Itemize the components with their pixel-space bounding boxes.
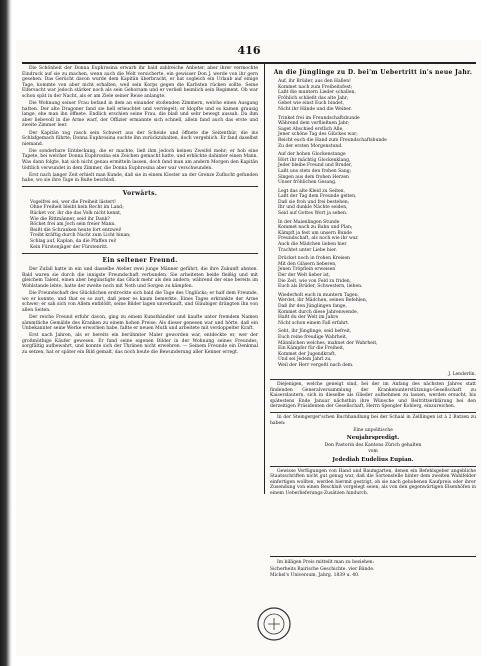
poem-line: Die Zeit, wie von Feld zu friden, (278, 278, 352, 284)
poem-line: Auf, ihr Brüder, aus den Hallen! (278, 79, 351, 84)
freund-paragraph: Die Freundschaft des Glücklichen erstreckte sich bald die Tage des Unglücks; er half dem Freunde, wo er konnte, und that es so zart, daß jener es kaum bemerkte. Eines Tages erkrankte der Arme schwer; er sah sich von Allem entblößt, seine Bilder lagen unverkauft, und Gläubiger drängten ihn von allen Seiten. (22, 291, 258, 313)
motto-line: Schlag auf, Kaplan, da die Pfaffen rei! (30, 239, 117, 245)
poem-line: Jener schöne Tag des Glückes war; (278, 132, 358, 138)
poem-line: Trinket frei im Freundschaftsbunde (278, 115, 360, 121)
poem-line: Drücket noch in frohen Kreisen (278, 256, 350, 262)
poem-line: Kommet nach zum Freiheitsfest; (278, 84, 353, 90)
poem-line: Weil der Herr vergeßt nach dem. (278, 362, 354, 368)
poem-stanza (278, 79, 476, 113)
poem-stanzas (270, 79, 476, 369)
bottom-rule (270, 556, 476, 557)
poem-line: Laßt der Tag dem Freunde gelten, (278, 194, 357, 200)
ad-author: Jedediah Eudelius Eupian. (332, 456, 414, 463)
poem-line: Nicht schon einem Fall erfahrt. (278, 320, 350, 326)
motto-line: Wie die Rittmänner, seid ihr Dank? (30, 216, 110, 222)
library-stamp-icon (256, 606, 292, 642)
motto-line: Kein Fürstenjäger der Fürstenritt. (30, 244, 109, 250)
poem-line: Jenen Tröpflein erweisen (278, 267, 336, 273)
poem-line: Der der Welt lieber ist, (278, 273, 331, 278)
poem-line: Ein Kämpfer für die Freiheit, (278, 346, 345, 352)
ad-title-line: vom (368, 448, 378, 454)
ad-title-line: Den Pastorin des Kantons Zürich gehalten (324, 443, 422, 449)
poem-line: Kommet der Jugendkraft, (278, 351, 337, 357)
left-column (22, 66, 258, 666)
poem-line: Wiederholt euch in muntern Tagen, (278, 292, 360, 298)
poem-line: Fröhlich schließt das alte Jahr; (278, 95, 349, 101)
poem-stanza (278, 116, 476, 150)
article-paragraph: Erst nach langer Zeit erhielt man Kunde, daß sie in einem Kloster an der Grenze Zuflucht gefunden habe, wo sie ihre Tage in Buße beschloß. (22, 172, 258, 184)
poem-line: Singen aus dem frohen Herzen (278, 174, 349, 180)
notice-paragraph: Diejenigen, welche geneigt sind, bei der im Anfang des nächsten Jahres statt findenden Generalversammlung der Krankenunterstützungs-Gesellschaft zu Kaiserslautern, sich in dieselbe als Glieder aufnehmen zu lassen, werden ersucht, bis spätestens Ende Januar nächsthin ihre Wünsche und Beitrittserklärung bei den derzeitigen Präsidenten der Gesellschaft, Herrn Spengler Kohlerg, einzureichen. (270, 382, 476, 410)
poem-line: Trachtet unter Liebe hier. (278, 247, 337, 253)
section-rule (270, 412, 476, 413)
poem-line: Ihr und dunkle Nächte seiden, (278, 205, 348, 211)
right-column (270, 66, 476, 498)
motto-line: Vogelfrei sei, wer die Freiheit lästert! (30, 199, 116, 205)
ad-paragraph: Gewisse Verfügungen von Hand und Baumgarten, denen ein Befehlsgeber angebliche Staatsschriften nicht gut genug war, daß die Sortenstelle hinter dem zweiten Wahlfelder einfertigen wollten, werden hiermit gestrigt, ob sie nach gehobenen Kaufpreis oder ihrer Zusendung von einen Beschluß vorgelegt seien, als von den gegenwärtigen Elsenhöfen in einem Ueberlieferungs-Zusätzen hindurch. (270, 468, 476, 496)
poem-line: Laßt uns stets den frohen Sang; (278, 168, 352, 174)
poem-line: Männlichen welches, mahnet der Wahrheit, (278, 340, 378, 346)
poem-line: Seid auf Gottes Wort ja sehen. (278, 211, 348, 217)
scan-edge (0, 0, 12, 666)
motto-line: Treibt kräftig durch Nacht zum Licht hinan; (30, 233, 131, 239)
motto-block (30, 200, 258, 250)
ad-intro: In der Steingerger'schen Buchhandlung bei der Schaal in Zelllingen ist à 2 Batzen zu haben: (270, 415, 476, 426)
poem-line: Zu der ersten Morgenstund. (278, 143, 343, 149)
poem-signoff: J. Lenderlin. (448, 371, 476, 377)
bottom-notice (270, 560, 476, 578)
bottom-line: Michel's Universum, Jahrg. 1839 u. 40. (270, 572, 360, 578)
poem-line: Hört ihr mächtig Glockenklang, (278, 157, 351, 163)
poem-stanza (278, 256, 476, 290)
poem-line: Werdet, ihr Mädchen, seinen Befehlen, (278, 298, 368, 304)
poem-stanza (278, 189, 476, 217)
section-rule (270, 466, 476, 467)
ad-title-line: Eine unpolitische (353, 427, 393, 433)
poem-line: Laßt die muntern Lieder schallen, (278, 90, 356, 96)
motto-line: Rücket vor, ihr die das Volk nicht kennt, (30, 211, 122, 217)
column-divider (264, 64, 265, 494)
ad-title-main: Neujahrspredigt. (346, 435, 400, 442)
poem-stanza (278, 220, 476, 254)
poem-line: Euch reine freudige Wahrheit, (278, 334, 348, 340)
bottom-intro: Im billigen Preis mitteilt man zu beziehen: (277, 560, 375, 565)
section-title-freund: Ein seltener Freund. (102, 257, 178, 265)
section-rule (22, 186, 258, 187)
freund-paragraph: Der reiche Freund erfuhr davon, ging zu einem Kunsthändler und kaufte unter fremdem Namen sämmtliche Gemälde des Kranken zu einem hohen Preise. Als dieser genesen war und hörte, daß ein Unbekannter seine Werke erworben habe, faßte er neuen Muth und arbeitete mit verdoppelter Kraft. (22, 314, 258, 332)
section-rule (22, 253, 258, 254)
poem-stanza (278, 329, 476, 368)
poem-line: Kommet nach zu Bahn und Plan; (278, 225, 353, 231)
article-paragraph: Der Kapitän zog rasch sein Schwert aus der Scheide und öffnete die Seitenthür, die ins Schlafgemach führte; Donna Euphrosina suchte ihn zurückzuhalten, doch vergeblich. Er fand daselbst niemand. (22, 130, 258, 147)
bottom-line: Sicherheits Bairische Geschichte, vier Bände. (270, 567, 375, 573)
poem-line: In der Maienlingen Stunde (278, 219, 340, 225)
poem-line: Euch als Brüder, Schwestern, lieben. (278, 284, 363, 290)
newspaper-page (16, 40, 482, 656)
poem-line: Kommet durch diese Jahrenwende, (278, 309, 359, 315)
article-paragraph: Die Wohnung seiner Frau befand in dem an einander stoßenden Zimmern, welche einen Ausgang hatten. Der alte Dragoner fand sie hell erleuchtet und verriegelt; er klopfte und es kamen grausig lange, ehe man ihn öffnete. Endlich erschien seine Frau, die blaß und sehr bewegt aussah. Da ihm aber liebevoll in die Arme warf, der Offizier ermannte sich schnell, allein fand auch das erste und zweite Zimmer leer. (22, 101, 258, 129)
poem-line: Unser fröhlichen Gesang. (278, 180, 337, 186)
poem-line: Daß ihr den Jünglingen fange, (278, 303, 347, 309)
poem-line: Gebet wie einst Euch bindet, (278, 101, 345, 107)
poem-stanza (278, 152, 476, 186)
poem-line: Daß sie froh und frei bestehen; (278, 199, 350, 205)
article-paragraph: Die sonderbare Entdeckung, die er machte, ließ ihm jedoch keinen Zweifel mehr; er hob eine Tapete, bei welcher Donna Euphrosina ein Zeichen gemacht hatte, und erblickte dahinter einen Mann. Was dann folgte, hat sich nicht genau ermitteln lassen, doch fand man am andern Morgen den Kapitän tödtlich verwundet in dem Zimmer, die Donna Euphrosina aber war verschwunden. (22, 148, 258, 171)
poem-line: Mit den Gläsern lieberen, (278, 261, 337, 267)
section-title-vorwarts: Vorwärts. (122, 189, 158, 197)
motto-line: Reißt die Schranken heute fort entzwei! (30, 227, 122, 233)
article-paragraph: Die Schönheit der Donna Euphrosina erwarb ihr bald zahlreiche Anbeter, aber ihrer vermochte Eindruck auf sie zu machen, wenn auch die Welt versicherte, ein gewisser Don J. werde von ihr gern gesehen. Das Gerücht davon wurde dem Kapitän überbracht, er hat sogleich ein Urlaub auf einige Tage, kommte von aber nicht erhalten, weil sein Korps gegen die Karlisten rücken sollte. Seine Eifersucht war jedoch stärker noch als sein Gehorsam und er verließ heimlich sein Regiment. Ob war schon spät in der Nacht, als er am Ziele seiner Reise anlangte. (22, 66, 258, 99)
poem-line: Jeder bleibe Freund und Bruder, (278, 163, 353, 169)
poem-line: Nicht ihr Hände und die Weiber. (278, 106, 352, 112)
section-rule (270, 379, 476, 380)
poem-line: Freundschaft, als noch wie ihr war. (278, 236, 359, 242)
poem-line: Seht, ihr Jünglinge, seid befreit, (278, 329, 352, 335)
page-number: 416 (237, 44, 261, 57)
poem-line: Kämpft ja fest um unsern Bunde (278, 230, 352, 236)
motto-line: Ohne Freiheit bleibt kein Recht im Land; (30, 205, 124, 211)
freund-paragraph: Erst nach Jahren, als er bereits ein berühmter Maler geworden war, entdeckte er, wer der großmüthige Käufer gewesen. Er fand seine eigenen Bilder in der Wohnung seines Freundes, sorgfältig aufbewahrt, und konnte sich der Thränen nicht erwehren. — Seinem Freunde ein Denkmal zu setzen, hat er später ein Bild gemalt, das noch heute die Bewunderung aller Kenner erregt. (22, 333, 258, 356)
poem-line: Haßt du der Welt im Jahre (278, 315, 339, 321)
poem-stanza (278, 293, 476, 327)
motto-line: Röcket frei am Joch sein freier Mann. (30, 222, 116, 228)
poem-title: An die Jünglinge zu D. bei'm Uebertritt in's neue Jahr. (273, 69, 473, 76)
freund-paragraph: Der Zufall hatte in ein und dasselbe Atelier zwei junge Männer geführt, die ihre Zukunft ahnten. Bald waren sie durch die innigste Freundschaft verbunden. Sie arbeiteten beide fleißig und mit gleichem Talent, einen aber begünstigte das Glück mehr als den andern; während der eine bereits im Wohlstande lebte, hatte der zweite noch mit Noth und Sorgen zu kämpfen. (22, 267, 258, 289)
poem-line: Auch die Mädchen lieben hier (278, 242, 347, 248)
header-rule (22, 62, 476, 64)
poem-line: Legt das alte Kleid zu Seiten, (278, 188, 345, 194)
poem-line: Auf der hohen Glockenstange (278, 152, 346, 158)
poem-line: Und sei Jedem Jahrl zu, (278, 357, 332, 363)
poem-line: Während dem verfließnen Jahr; (278, 121, 350, 127)
poem-line: Reicht euch die Hand zum Freundschaftsbunde (278, 137, 387, 143)
poem-line: Saget Abschied erstlich Alle, (278, 126, 344, 132)
